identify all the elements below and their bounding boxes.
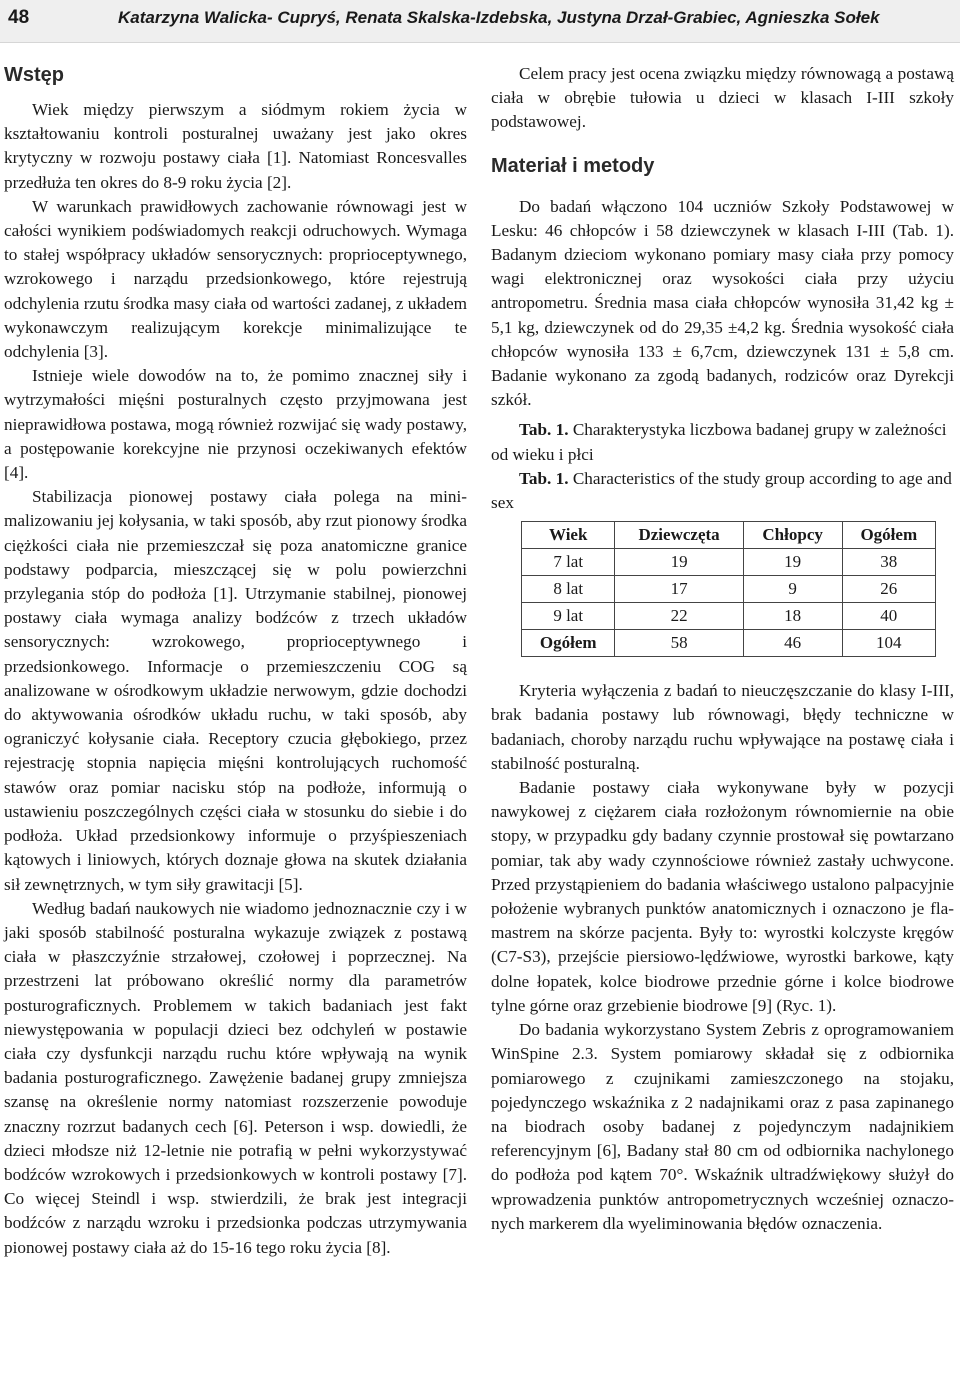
intro-paragraph-2: W warunkach prawidłowych zachowanie równowagi jest w całości wynikiem podświadomych reakcji odruchowych. Wymaga to stałej współpracy układów sensorycznych: proprioceptywnego, wzrokowego i narządu przedsionkowego, które rejestrują odchylenia rzutu środka masy ciała od wartości zadanej, z układem wykonawczym realizującym korekcje minimalizujące te odchylenia [3]. (4, 196, 467, 362)
table-caption-en (491, 467, 954, 515)
intro-paragraph-3: Istnieje wiele dowodów na to, że pomimo znacznej siły i wytrzymałości mięśni posturalnych często przyjmowana jest nieprawidłowa postawa, mogą również rozwijać się wady postawy, a postępowanie korekcyjne nie przynosi oczekiwanych efektów [4]. (4, 366, 467, 483)
running-header (0, 0, 960, 43)
table-cell: 46 (743, 630, 842, 657)
zebris-paragraph: Do badania wykorzystano System Zebris z oprogramowaniem WinSpine 2.3. System pomiarowy składał się z odbiornika pomiarowego z czujnikami zamieszczonego na stojaku, pojedynczego wskaźnika z 2 nadajnikami oraz z pasa zapinanego na biodrach osoby badanej z pojedynczym nadajnikiem referencyjnym [6], Badany stał 80 cm od odbiornika nachylonego do podłoża pod kątem 70°. Wskaźnik ultradźwiękowy służył do wprowadzenia punktów antropometrycznych wcześniej oznaczonych markerem dla wyeliminowania błędów oznaczenia. (491, 1020, 954, 1233)
table-header-cell: Dziewczęta (615, 522, 743, 549)
table-cell: 9 lat (522, 603, 615, 630)
table-cell: 38 (842, 549, 935, 576)
table-cell: 9 (743, 576, 842, 603)
table-header-cell: Ogółem (842, 522, 935, 549)
intro-paragraph-4: Stabilizacja pionowej postawy ciała polega na minimalizowaniu jej kołysania, w taki sposób, aby rzut pionowy środka ciężkości ciała nie przemieszczał się poza anatomiczne granice podstawy podparcia, mieszczącej się w polu powierzchni przylegania stóp do podłoża [1]. Utrzymanie stabilnej, pionowej postawy ciała wymaga analizy bodźców z trzech układów sensorycznych: wzrokowego, proprioceptywnego i przedsionkowego. Informacje o przemieszczeniu COG są analizowane w ośrodkowym układzie nerwowym, gdzie dochodzi do aktywowania ośrodków układu ruchu, w taki sposób, aby ograniczyć kołysanie ciała. Receptory czucia głębokiego, przez rejestrację stopnia napięcia mięśni kontrolujących ruchomość stawów oraz pomiar nacisku stóp na podłoże, informują o ustawieniu poszczególnych części ciała w stosunku do siebie i do podłoża. Układ przedsionkowy informuje o przyśpieszeniach kątowych i liniowych, których doznaje głowa na skutek działania sił zewnętrznych, w tym siły grawitacji [5]. (4, 487, 467, 894)
table-cell: 19 (743, 549, 842, 576)
table-row (522, 549, 936, 576)
section-heading-introduction: Wstęp (4, 64, 64, 86)
table-cell: 40 (842, 603, 935, 630)
table-cell: Ogółem (522, 630, 615, 657)
table-cell: 7 lat (522, 549, 615, 576)
table-row (522, 603, 936, 630)
intro-paragraph-5: Według badań naukowych nie wiadomo jednoznacznie czy i w jaki sposób stabilność posturalna wykazuje związek z postawą ciała w płaszczyźnie strzałowej, czołowej i poprzecznej. Na przestrzeni lat próbowano określić normy dla parametrów posturograficznych. Problemem w takich badaniach jest fakt niewystępowania w populacji dzieci bez odchyleń w postawie ciała czy dysfunkcji narządu ruchu które wpływają na wynik badania posturograficznego. Zawężenie badanej grupy zmniejsza szansę na określenie normy natomiast rozszerzenie powoduje znaczny rozrzut badanych cech [6]. Peterson i wsp. dowiedli, że dzieci młodsze niż 12-letnie nie potrafią w pełni wykorzystywać bodźców wzrokowych i przedsionkowych w kontroli postawy [7]. Co więcej Steindl i wsp. stwierdzili, że brak jest integracji bodźców z narządu wzroku i przedsionka podczas utrzymywania pionowej postawy ciała aż do 15-16 tego roku życia [8]. (4, 898, 467, 1257)
table-caption-en-text: Characteristics of the study group according to age and sex (491, 468, 952, 513)
section-heading-methods: Materiał i metody (491, 154, 655, 177)
page-number: 48 (8, 7, 30, 28)
table-cell: 19 (615, 549, 743, 576)
methods-paragraph: Do badań włączono 104 uczniów Szkoły Podstawowej w Lesku: 46 chłopców i 58 dziewczynek w klasach I-III (Tab. 1). Badanym dzieciom wykonano pomiary masy ciała przy pomocy wagi elektronicznej oraz wysokości ciała przy użyciu antropometru. Średnia masa ciała chłopców wynosiła 31,42 kg ± 5,1 kg, dziewczynek od do 29,35 ±4,2 kg. Średnia wysokość ciała chłopców wynosiła 133 ± 6,7cm, dziewczynek 131 ± 5,8 cm. Badanie wykonano za zgodą badanych, rodziców oraz Dyrekcji szkół. (491, 196, 954, 410)
table-cell: 18 (743, 603, 842, 630)
table-caption-pl (491, 418, 954, 466)
right-column (491, 62, 954, 1236)
table-row (522, 576, 936, 603)
table-cell: 26 (842, 576, 935, 603)
table-caption-pl-text: Charakterystyka liczbowa badanej grupy w zależności od wieku i płci (491, 420, 947, 464)
table-cell: 8 lat (522, 576, 615, 603)
intro-paragraph-1: Wiek między pierwszym a siódmym rokiem życia w kształtowaniu kontroli posturalnej uważany jest jako okres krytyczny w rozwoju postawy ciała [1]. Natomiast Roncesvalles przedłuża ten okres do 8-9 roku życia [2]. (4, 100, 467, 192)
study-group-table (521, 521, 936, 657)
table-cell: 58 (615, 630, 743, 657)
posture-paragraph: Badanie postawy ciała wykonywane były w pozycji nawykowej z ciężarem ciała rozłożonym równomiernie na obie stopy, w przypadku gdy badany czynnie prostował się powtarzano pomiar, tak aby wady czynnościowe również zastały uchwycone. Przed przystąpieniem do badania właściwego ustalono palpacyjnie położenie wybranych punktów anatomicznych i oznaczono je flamastrem na skórze pacjenta. Były to: wyrostki kolczyste kręgów (C7-S3), przejście piersiowo-lędźwiowe, wyrostki barkowe, kąty dolne łopatek, kolce biodrowe przednie górne i kolce biodrowe tylne górne oraz grzebienie biodrowe [9] (Ryc. 1). (491, 778, 954, 1015)
table-caption-pl-label: Tab. 1. (519, 420, 569, 440)
table-cell: 104 (842, 630, 935, 657)
exclusion-paragraph: Kryteria wyłączenia z badań to nieuczęszczanie do klasy I-III, brak badania postawy lub równowagi, błędy techniczne w badaniach, choroby narządu ruchu wpływające na postawę ciała i stabilność posturalną. (491, 681, 954, 773)
table-cell: 17 (615, 576, 743, 603)
running-header-authors: Katarzyna Walicka- Cupryś, Renata Skalska-Izdebska, Justyna Drzał-Grabiec, Agnieszka Sołek (118, 8, 880, 27)
left-column (4, 62, 467, 1260)
table-total-row (522, 630, 936, 657)
table-header-row (522, 522, 936, 549)
table-caption-en-label: Tab. 1. (519, 468, 569, 488)
table-header-cell: Chłopcy (743, 522, 842, 549)
table-cell: 22 (615, 603, 743, 630)
table-header-cell: Wiek (522, 522, 615, 549)
aim-paragraph: Celem pracy jest ocena związku między równowagą a postawą ciała w obrębie tułowia u dzieci w klasach I-III szkoły podstawowej. (491, 64, 954, 132)
